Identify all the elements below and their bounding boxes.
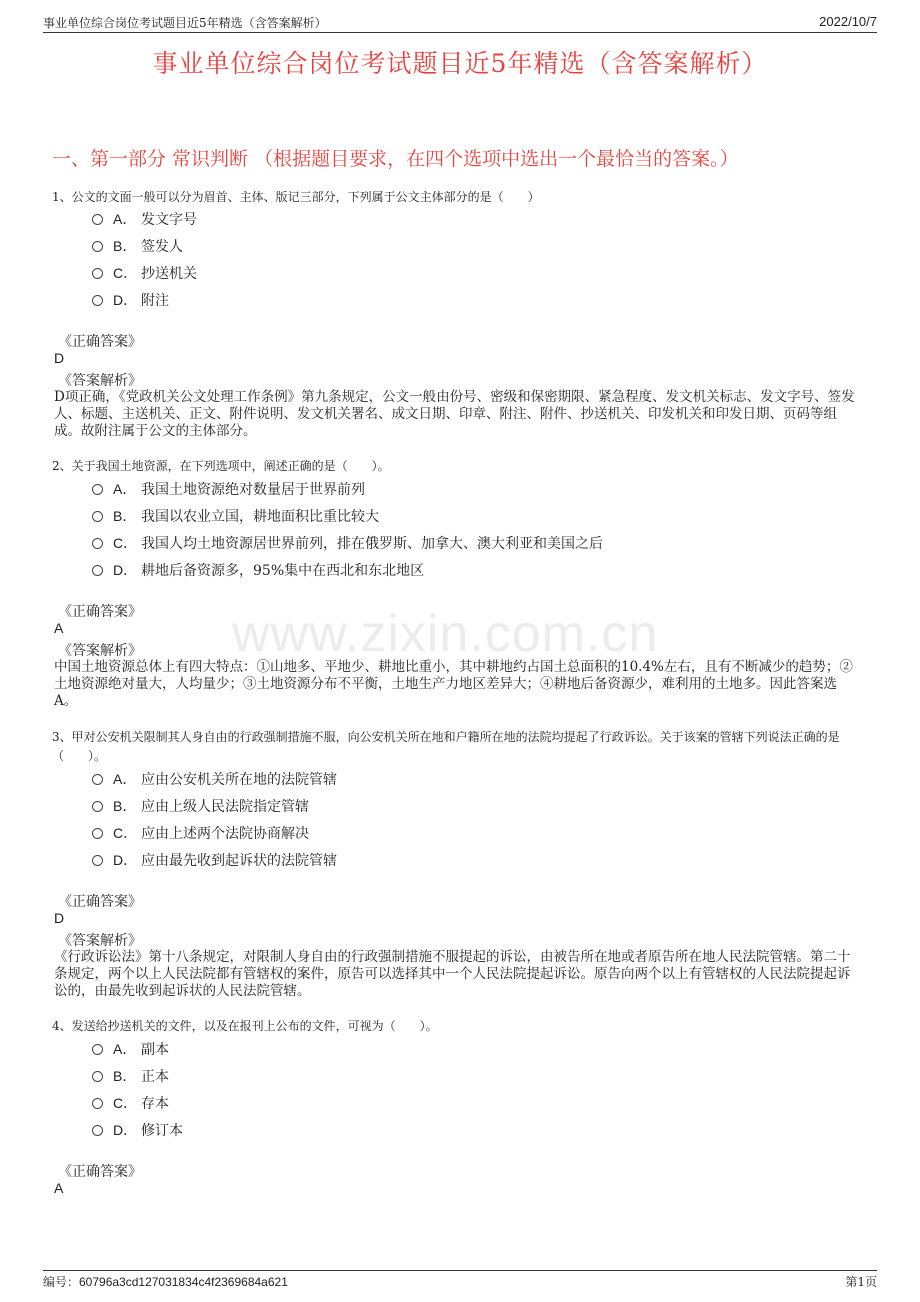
analysis-label: 《答案解析》 [58,643,142,659]
analysis-text: 《行政诉讼法》第十八条规定，对限制人身自由的行政强制措施不服提起的诉讼，由被告所在地或者原告所在地人民法院管辖。第二十条规定，两个以上人民法院都有管辖权的案件，原告可以选择其中一个人民法院提起诉讼。原告向两个以上有管辖权的人民法院提起诉讼的，由最先收到起诉状的人民法院管辖。 [54,949,851,999]
question-stem: 3、甲对公安机关限制其人身自由的行政强制措施不服，向公安机关所在地和户籍所在地的法院均提起了行政诉讼。关于该案的管辖下列说法正确的是（ ）。 [52,730,840,763]
correct-answer: D [54,910,65,926]
radio-icon[interactable] [92,1044,103,1055]
correct-answer: D [54,350,65,366]
radio-icon[interactable] [92,241,103,252]
watermark: www.zixin.com.cn [232,605,659,663]
option-b[interactable]: B． 应由上级人民法院指定管辖 [92,796,309,816]
section-title: 一、第一部分 常识判断 （根据题目要求，在四个选项中选出一个最恰当的答案。） [52,148,739,170]
analysis-text: 中国土地资源总体上有四大特点：①山地多、平地少、耕地比重小，其中耕地约占国土总面积的10.4%左右，且有不断减少的趋势；②土地资源绝对量大，人均量少；③土地资源分布不平衡，土地生产力地区差异大；④耕地后备资源少，难利用的土地多。因此答案选A。 [54,659,853,709]
radio-icon[interactable] [92,1098,103,1109]
option-a[interactable]: A． 我国土地资源绝对数量居于世界前列 [92,479,365,499]
option-c[interactable]: C． 存本 [92,1093,169,1113]
radio-icon[interactable] [92,511,103,522]
radio-icon[interactable] [92,214,103,225]
footer-page-number: 第1页 [845,1275,877,1289]
radio-icon[interactable] [92,828,103,839]
header-date: 2022/10/7 [819,14,877,29]
option-c[interactable]: C． 应由上述两个法院协商解决 [92,823,309,843]
radio-icon[interactable] [92,774,103,785]
header-doc-title: 事业单位综合岗位考试题目近5年精选（含答案解析） [43,16,327,30]
page-footer [43,1270,877,1289]
footer-serial: 编号：60796a3cd127031834c4f2369684a621 [43,1275,288,1289]
radio-icon[interactable] [92,538,103,549]
radio-icon[interactable] [92,801,103,812]
radio-icon[interactable] [92,1125,103,1136]
option-d[interactable]: D． 附注 [92,290,169,310]
question-stem: 1、公文的文面一般可以分为眉首、主体、版记三部分，下列属于公文主体部分的是（ ） [52,190,540,204]
correct-answer: A [54,1180,64,1196]
radio-icon[interactable] [92,1071,103,1082]
option-b[interactable]: B． 正本 [92,1066,169,1086]
option-d[interactable]: D． 耕地后备资源多，95%集中在西北和东北地区 [92,560,424,580]
option-d[interactable]: D． 应由最先收到起诉状的法院管辖 [92,850,337,870]
radio-icon[interactable] [92,484,103,495]
question-stem: 2、关于我国土地资源，在下列选项中，阐述正确的是（ ）。 [52,459,390,473]
radio-icon[interactable] [92,268,103,279]
option-c[interactable]: C． 抄送机关 [92,263,197,283]
radio-icon[interactable] [92,565,103,576]
option-c[interactable]: C． 我国人均土地资源居世界前列，排在俄罗斯、加拿大、澳大利亚和美国之后 [92,533,603,553]
correct-answer-label: 《正确答案》 [58,334,142,350]
correct-answer-label: 《正确答案》 [58,1164,142,1180]
option-b[interactable]: B． 签发人 [92,236,183,256]
page-header [43,12,877,33]
question-stem: 4、发送给抄送机关的文件，以及在报刊上公布的文件，可视为（ ）。 [52,1019,438,1033]
page-title: 事业单位综合岗位考试题目近5年精选（含答案解析） [152,49,768,78]
analysis-label: 《答案解析》 [58,373,142,389]
correct-answer: A [54,620,64,636]
option-a[interactable]: A． 发文字号 [92,209,197,229]
analysis-label: 《答案解析》 [58,933,142,949]
option-a[interactable]: A． 应由公安机关所在地的法院管辖 [92,769,337,789]
option-b[interactable]: B． 我国以农业立国，耕地面积比重比较大 [92,506,379,526]
radio-icon[interactable] [92,855,103,866]
correct-answer-label: 《正确答案》 [58,894,142,910]
analysis-text: D项正确，《党政机关公文处理工作条例》第九条规定，公文一般由份号、密级和保密期限、紧急程度、发文机关标志、发文字号、签发人、标题、主送机关、正文、附件说明、发文机关署名、成文日期、印章、附注、附件、抄送机关、印发机关和印发日期、页码等组成。故附注属于公文的主体部分。 [54,389,855,439]
correct-answer-label: 《正确答案》 [58,604,142,620]
radio-icon[interactable] [92,295,103,306]
option-d[interactable]: D． 修订本 [92,1120,183,1140]
option-a[interactable]: A． 副本 [92,1039,169,1059]
